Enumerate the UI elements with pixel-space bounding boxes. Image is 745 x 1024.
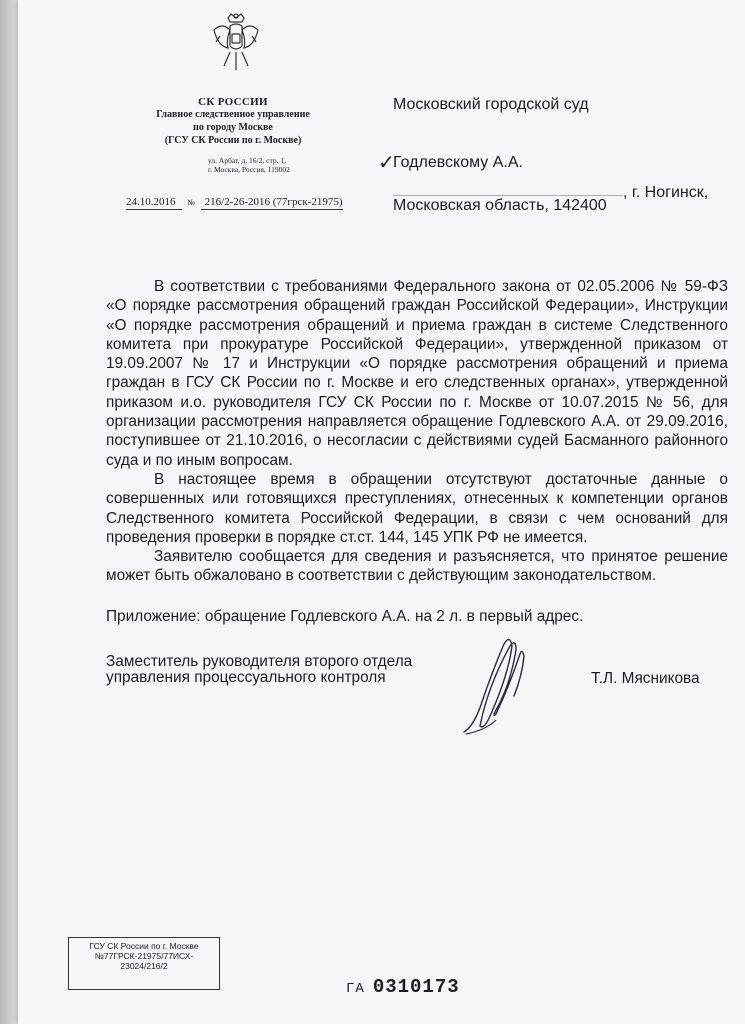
serial-prefix: ГА xyxy=(346,981,365,997)
org-line: Главное следственное управление xyxy=(156,109,310,120)
checkmark-icon: ✓ xyxy=(378,150,395,174)
address-line: ул. Арбат, д. 16/2, стр. 1, xyxy=(208,156,286,165)
redacted-address xyxy=(393,189,623,196)
handwritten-signature xyxy=(456,632,546,742)
recipient-name: Годлевскому А.А. xyxy=(393,154,523,171)
recipient-court: Московский городской суд xyxy=(393,96,589,113)
letter-page xyxy=(18,0,745,1024)
number-label: № xyxy=(187,198,195,207)
registration-row xyxy=(126,196,343,210)
letter-number: 216/2-26-2016 (77грск-21975) xyxy=(201,196,343,210)
body-paragraph: Заявителю сообщается для сведения и разъясняется, что принятое решение может быть обжаловано в соответствии с действующим законодательством. xyxy=(106,548,728,585)
russian-coat-of-arms-icon xyxy=(208,12,264,74)
registration-stamp xyxy=(68,937,220,990)
org-address xyxy=(208,156,348,174)
stamp-line: ГСУ СК России по г. Москве xyxy=(89,941,199,951)
signer-name: Т.Л. Мясникова xyxy=(591,670,700,687)
signer-position xyxy=(106,654,412,686)
recipient-city: , г. Ногинск, xyxy=(623,184,709,201)
attachment-note: Приложение: обращение Годлевского А.А. на 2 л. в первый адрес. xyxy=(106,608,584,625)
address-line: г. Москва, Россия, 119002 xyxy=(208,165,290,174)
org-line: по городу Москве xyxy=(193,122,273,133)
serial-number: 0310173 xyxy=(372,976,460,998)
stamp-line: №77ГРСК-21975/77ИСХ- xyxy=(94,951,194,961)
letter-body xyxy=(106,277,728,586)
sender-block xyxy=(118,96,348,174)
org-line: (ГСУ СК России по г. Москве) xyxy=(164,135,302,146)
position-line: Заместитель руководителя второго отдела xyxy=(106,653,413,670)
body-paragraph: В соответствии с требованиями Федерального закона от 02.05.2006 № 59-ФЗ «О порядке рассмотрения обращений граждан Российской Федерации», Инструкции «О порядке рассмотрения обращений и приема граждан в системе Следственного комитета при прокуратуре Российской Федерации», утвержденной приказом от 19.09.2007 № 17 и Инструкции «О порядке рассмотрения обращений и приема граждан в ГСУ СК России по г. Москве и его следственных органах», утвержденной приказом и.о. руководителя ГСУ СК России по г. Москве от 10.07.2015 № 56, для организации рассмотрения направляется обращение Годлевского А.А. от 29.09.2016, поступившее от 21.10.2016, о несогласии с действиями судей Басманного районного суда и по иным вопросам. xyxy=(106,278,728,469)
body-paragraph: В настоящее время в обращении отсутствуют достаточные данные о совершенных или готовящихся преступлениях, отнесенных к компетенции органов Следственного комитета Российской Федерации, в связи с чем оснований для проведения проверки в порядке ст.ст. 144, 145 УПК РФ не имеется. xyxy=(106,470,728,546)
position-line: управления процессуального контроля xyxy=(106,669,386,686)
scan-edge xyxy=(0,0,18,1024)
recipient-region: Московская область, 142400 xyxy=(393,197,607,214)
letter-date: 24.10.2016 xyxy=(126,196,182,210)
stamp-line: 23024/216/2 xyxy=(120,961,168,971)
org-title: СК РОССИИ xyxy=(198,96,268,108)
form-serial xyxy=(346,976,460,998)
